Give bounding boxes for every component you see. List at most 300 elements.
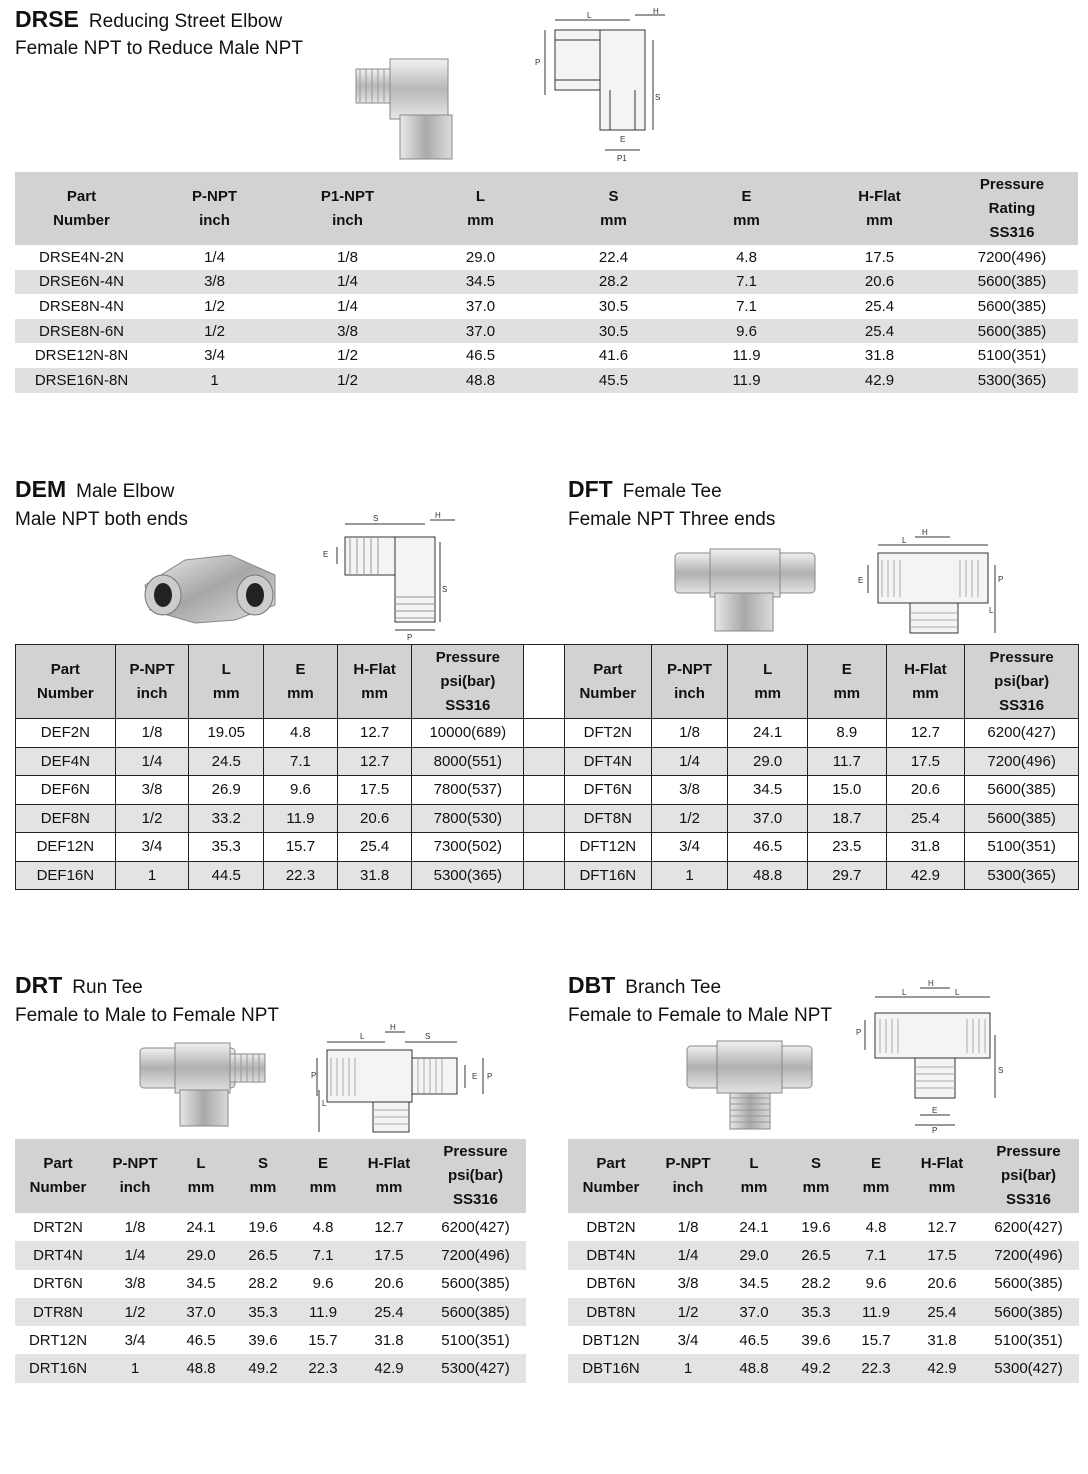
table-cell: 1/4 [281, 270, 414, 295]
column-header-text: psi(bar) [1000, 1167, 1056, 1184]
table-cell: 5600(385) [978, 1298, 1079, 1326]
drse-table [15, 172, 1078, 393]
table-row [15, 294, 1078, 319]
dem-dft-table [15, 644, 1079, 890]
table-cell: DEF8N [16, 804, 116, 833]
table-cell: 29.7 [807, 861, 886, 890]
table-cell: 17.5 [353, 1241, 425, 1269]
column-header-text: P-NPT [667, 660, 713, 678]
drse-subtitle: Female NPT to Reduce Male NPT [15, 38, 303, 59]
column-header-text: Pressure [443, 1143, 508, 1160]
dft-subtitle: Female NPT Three ends [568, 509, 776, 530]
table-cell: 7.1 [264, 747, 338, 776]
column-header-text: SS316 [1005, 1191, 1052, 1208]
dft-title: Female Tee [622, 481, 722, 502]
drse-col-p1npt [281, 172, 414, 245]
table-cell: 19.6 [248, 1218, 278, 1236]
dem-col-pressure [412, 645, 524, 719]
table-row [15, 1326, 526, 1354]
table-cell: 34.5 [186, 1275, 216, 1293]
table-cell: 34.5 [739, 1275, 769, 1293]
table-cell: DFT16N [564, 861, 651, 890]
dbt-col-pressure [978, 1139, 1079, 1213]
table-cell: DEF4N [16, 747, 116, 776]
table-cell: 9.6 [264, 776, 338, 805]
table-cell: 1/8 [115, 719, 189, 748]
table-cell: 4.8 [865, 1218, 887, 1236]
drt-title: Run Tee [72, 977, 143, 998]
table-cell: 24.1 [728, 719, 808, 748]
table-cell: 45.5 [547, 368, 680, 393]
table-cell: 3/8 [148, 270, 281, 295]
dem-draw-label-s: S [373, 514, 379, 523]
table-row [15, 1241, 526, 1269]
table-row [15, 1270, 526, 1298]
column-header-text: mm [287, 684, 314, 702]
dft-technical-drawing [850, 525, 1010, 640]
table-cell: 5600(385) [977, 297, 1047, 315]
dem-col-hflat [337, 645, 412, 719]
drt-col-e [293, 1139, 353, 1213]
table-cell: 7200(496) [965, 747, 1079, 776]
column-header-text: H-Flat [367, 1155, 411, 1172]
dft-col-part [564, 645, 651, 719]
column-header-text: Number [579, 684, 637, 702]
drse-col-hflat [813, 172, 946, 245]
column-header-text: mm [187, 1179, 215, 1196]
dbt-col-l [722, 1139, 786, 1213]
table-cell: 3/4 [204, 347, 225, 365]
table-cell: 7.1 [293, 1241, 353, 1269]
dbt-draw-label-h: H [928, 979, 934, 988]
column-header-text: E [841, 660, 852, 678]
dem-draw-label-p: P [407, 633, 413, 642]
table-cell: 1/2 [281, 368, 414, 393]
table-cell: 1/8 [124, 1218, 146, 1236]
column-header-text: mm [361, 684, 388, 702]
table-cell: 3/8 [677, 1275, 699, 1293]
table-cell: 48.8 [722, 1354, 786, 1382]
table-cell: 29.0 [169, 1241, 233, 1269]
table-row [15, 1213, 526, 1241]
table-cell: 7.1 [736, 297, 757, 315]
column-header-text: Rating [988, 199, 1036, 217]
column-header-text: E [870, 1155, 881, 1172]
table-cell: 31.8 [886, 833, 965, 862]
column-header-text: mm [833, 684, 861, 702]
column-header-text: Pressure [996, 1143, 1061, 1160]
table-cell: DEF6N [16, 776, 116, 805]
table-cell: 29.0 [728, 747, 808, 776]
table-cell: 49.2 [233, 1354, 293, 1382]
table-cell: 39.6 [801, 1331, 831, 1349]
table-cell: 29.0 [465, 248, 496, 266]
dbt-draw-label-s: S [998, 1066, 1004, 1075]
table-cell: 12.7 [927, 1218, 957, 1236]
column-header-text: inch [674, 684, 705, 702]
table-cell: 28.2 [801, 1275, 831, 1293]
column-header-text: P-NPT [112, 1155, 158, 1172]
column-header-text: L [763, 660, 773, 678]
table-cell: 5100(351) [441, 1331, 510, 1349]
column-header-text: L [749, 1155, 759, 1172]
table-cell: 10000(689) [412, 719, 524, 748]
table-cell: 29.0 [722, 1241, 786, 1269]
drse-title: Reducing Street Elbow [88, 11, 283, 32]
table-cell: 1 [115, 861, 189, 890]
column-header-text: E [295, 660, 306, 678]
dbt-subtitle: Female to Female to Male NPT [568, 1005, 832, 1026]
drt-subtitle: Female to Male to Female NPT [15, 1005, 279, 1026]
column-header-text: Part [66, 187, 97, 205]
table-cell: 25.4 [813, 319, 946, 344]
drt-draw-label-h: H [390, 1023, 396, 1032]
drse-code: DRSE [15, 6, 79, 32]
table-cell: DFT8N [564, 804, 651, 833]
table-cell: 12.7 [374, 1218, 404, 1236]
table-row [16, 861, 1079, 890]
drse-col-pnpt [148, 172, 281, 245]
dft-draw-label-l: L [902, 536, 907, 545]
table-cell: 1/8 [651, 719, 728, 748]
drt-col-pressure [425, 1139, 526, 1213]
dft-col-l [728, 645, 808, 719]
column-header-text: Pressure [989, 648, 1054, 666]
table-cell: 41.6 [598, 347, 629, 365]
table-cell: 5300(365) [965, 861, 1079, 890]
table-cell: 8.9 [807, 719, 886, 748]
table-cell: DBT6N [586, 1275, 636, 1293]
table-cell: 7800(530) [412, 804, 524, 833]
dem-title: Male Elbow [76, 481, 175, 502]
table-cell: 28.2 [248, 1275, 278, 1293]
column-header-text: mm [740, 1179, 768, 1196]
dft-draw-label-e: E [858, 576, 864, 585]
table-cell: 1 [654, 1354, 722, 1382]
table-cell: 1/4 [115, 747, 189, 776]
drse-product-photo [350, 55, 470, 165]
dbt-draw-label-l: L [902, 988, 907, 997]
table-cell: 5600(385) [994, 1275, 1063, 1293]
table-separator [524, 645, 565, 719]
drt-col-s [233, 1139, 293, 1213]
table-cell: 11.9 [264, 804, 338, 833]
drse-col-e [680, 172, 813, 245]
dem-col-part [16, 645, 116, 719]
table-cell: 5600(385) [425, 1298, 526, 1326]
table-cell: 44.5 [189, 861, 264, 890]
dem-draw-label-e: E [323, 550, 329, 559]
dft-col-hflat [886, 645, 965, 719]
column-header-text: P-NPT [192, 187, 237, 205]
drt-col-part [15, 1139, 101, 1213]
dem-subtitle: Male NPT both ends [15, 509, 188, 530]
table-cell: 3/8 [115, 776, 189, 805]
table-cell: 9.6 [680, 319, 813, 344]
column-header-text: inch [199, 211, 230, 229]
dbt-col-part [568, 1139, 654, 1213]
table-cell: 35.3 [189, 833, 264, 862]
table-cell: 25.4 [337, 833, 412, 862]
dbt-draw-label-l2: L [955, 988, 960, 997]
table-cell: DFT12N [564, 833, 651, 862]
column-header-text: mm [375, 1179, 403, 1196]
table-cell: 20.6 [927, 1275, 957, 1293]
column-header-text: mm [912, 684, 939, 702]
table-cell: DRT2N [33, 1218, 83, 1236]
column-header-text: mm [928, 1179, 956, 1196]
dbt-header-row [568, 1139, 1079, 1213]
table-cell: 5100(351) [965, 833, 1079, 862]
column-header-text: H-Flat [353, 660, 396, 678]
table-cell: 26.5 [233, 1241, 293, 1269]
table-cell: 22.4 [598, 248, 629, 266]
dbt-col-pnpt [654, 1139, 722, 1213]
column-header-text: P-NPT [665, 1155, 711, 1172]
table-cell: 49.2 [786, 1354, 846, 1382]
table-cell: 22.3 [264, 861, 338, 890]
column-header-text: mm [733, 211, 760, 229]
dbt-table [568, 1139, 1079, 1383]
table-cell: 1/4 [337, 297, 358, 315]
column-header-text: L [221, 660, 231, 678]
dem-dft-header-row [16, 645, 1079, 719]
table-cell: 7.1 [846, 1241, 906, 1269]
table-cell: 1/4 [654, 1241, 722, 1269]
dft-col-e [807, 645, 886, 719]
drt-header-row [15, 1139, 526, 1213]
column-header-text: psi(bar) [994, 672, 1050, 690]
drt-code: DRT [15, 972, 63, 998]
table-cell: 1/2 [337, 347, 358, 365]
table-cell: 48.8 [169, 1354, 233, 1382]
table-cell: 37.0 [169, 1298, 233, 1326]
column-header-text: Part [43, 1155, 73, 1172]
dem-col-e [264, 645, 338, 719]
table-row [15, 368, 1078, 393]
column-header-text: SS316 [445, 696, 491, 714]
table-cell: 1/4 [101, 1241, 169, 1269]
table-cell: 35.3 [233, 1298, 293, 1326]
drse-draw-label-s: S [655, 93, 661, 102]
column-header-text: Pressure [979, 175, 1045, 193]
table-row [16, 776, 1079, 805]
table-cell: 1/2 [148, 319, 281, 344]
dem-technical-drawing [315, 512, 465, 642]
column-header-text: L [475, 187, 486, 205]
table-cell: 19.6 [801, 1218, 831, 1236]
column-header-text: mm [309, 1179, 337, 1196]
table-cell: 3/4 [115, 833, 189, 862]
table-cell: 1 [101, 1354, 169, 1382]
dem-draw-label-h: H [435, 512, 441, 520]
dem-col-l [189, 645, 264, 719]
dbt-technical-drawing [850, 975, 1010, 1135]
dbt-col-s [786, 1139, 846, 1213]
table-cell: 31.8 [864, 347, 895, 365]
drt-table [15, 1139, 526, 1383]
table-cell: 7800(537) [412, 776, 524, 805]
dbt-code: DBT [568, 972, 616, 998]
table-cell: 19.05 [189, 719, 264, 748]
dbt-draw-label-p2: P [932, 1126, 938, 1135]
table-cell: 3/8 [124, 1275, 146, 1293]
table-cell: DRSE6N-4N [15, 270, 148, 295]
table-cell: 15.7 [308, 1331, 338, 1349]
table-cell: 12.7 [886, 719, 965, 748]
table-cell: 24.1 [739, 1218, 769, 1236]
drt-col-pnpt [101, 1139, 169, 1213]
table-cell: DBT2N [586, 1218, 636, 1236]
column-header-text: inch [672, 1179, 704, 1196]
table-cell: 31.8 [927, 1331, 957, 1349]
column-header-text: Number [37, 684, 94, 702]
table-cell: 15.0 [807, 776, 886, 805]
table-cell: 1/8 [677, 1218, 699, 1236]
table-row [568, 1213, 1079, 1241]
table-cell: 30.5 [598, 297, 629, 315]
table-cell: 1/2 [204, 297, 225, 315]
table-cell: 25.4 [353, 1298, 425, 1326]
table-cell: 11.9 [680, 368, 813, 393]
dft-heading [568, 476, 722, 503]
table-cell: 11.9 [846, 1298, 906, 1326]
column-header-text: inch [136, 684, 168, 702]
dbt-heading [568, 972, 721, 999]
column-header-text: mm [866, 211, 893, 229]
table-cell: DTR8N [15, 1298, 101, 1326]
table-cell: DRSE16N-8N [15, 368, 148, 393]
drse-draw-label-h: H [653, 7, 659, 16]
column-header-text: inch [119, 1179, 151, 1196]
table-cell: DRT6N [33, 1275, 83, 1293]
dem-product-photo [135, 545, 285, 625]
column-header-text: S [608, 187, 619, 205]
table-cell: 5600(385) [946, 319, 1078, 344]
table-cell: 46.5 [728, 833, 808, 862]
table-cell: 5300(427) [425, 1354, 526, 1382]
table-cell: DFT6N [564, 776, 651, 805]
table-cell: DRSE4N-2N [38, 248, 125, 266]
table-cell: 20.6 [337, 804, 412, 833]
table-cell: 1 [148, 368, 281, 393]
drse-heading [15, 6, 282, 33]
column-header-text: psi(bar) [447, 1167, 503, 1184]
dft-product-photo [670, 545, 820, 635]
table-cell: 48.8 [414, 368, 547, 393]
table-cell: 6200(427) [441, 1218, 510, 1236]
table-cell: 17.5 [906, 1241, 978, 1269]
table-cell: 42.9 [813, 368, 946, 393]
table-cell: 12.7 [337, 719, 412, 748]
table-row [16, 719, 1079, 748]
table-cell: 20.6 [813, 270, 946, 295]
table-row [15, 270, 1078, 295]
table-cell: 28.2 [547, 270, 680, 295]
table-cell: 1/4 [204, 248, 225, 266]
table-cell: 25.4 [886, 804, 965, 833]
table-cell: 46.5 [186, 1331, 216, 1349]
table-cell: 4.8 [736, 248, 757, 266]
drt-draw-label-e: E [472, 1072, 478, 1081]
table-cell: 34.5 [414, 270, 547, 295]
table-cell: 17.5 [886, 747, 965, 776]
table-row [15, 343, 1078, 368]
dem-heading [15, 476, 174, 503]
table-cell: 3/4 [651, 833, 728, 862]
drse-technical-drawing [525, 5, 675, 165]
column-header-text: psi(bar) [440, 672, 496, 690]
table-row [15, 1298, 526, 1326]
table-cell: 7200(496) [977, 248, 1047, 266]
column-header-text: inch [332, 211, 363, 229]
table-cell: 23.5 [807, 833, 886, 862]
drt-draw-label-p: P [311, 1071, 317, 1080]
table-cell: 3/4 [124, 1331, 146, 1349]
column-header-text: Number [582, 1179, 640, 1196]
column-header-text: mm [600, 211, 627, 229]
dbt-draw-label-p: P [856, 1028, 862, 1037]
table-cell: 39.6 [248, 1331, 278, 1349]
drt-col-l [169, 1139, 233, 1213]
table-cell: 1/2 [654, 1298, 722, 1326]
column-header-text: P1-NPT [320, 187, 375, 205]
drt-draw-label-s: S [425, 1032, 431, 1041]
column-header-text: mm [802, 1179, 830, 1196]
column-header-text: H-Flat [858, 187, 901, 205]
table-cell: 24.1 [186, 1218, 216, 1236]
drse-draw-label-e: E [620, 135, 626, 144]
table-cell: 1/2 [115, 804, 189, 833]
table-cell: 5300(365) [412, 861, 524, 890]
table-cell: 17.5 [864, 248, 895, 266]
table-row [16, 833, 1079, 862]
table-cell: DBT16N [568, 1354, 654, 1382]
drse-header-row [15, 172, 1078, 245]
table-cell: 3/8 [281, 319, 414, 344]
table-cell: DRT4N [15, 1241, 101, 1269]
table-cell: 25.4 [864, 297, 895, 315]
table-row [15, 319, 1078, 344]
table-cell: 25.4 [906, 1298, 978, 1326]
table-cell: 17.5 [337, 776, 412, 805]
table-cell: 6200(427) [994, 1218, 1063, 1236]
table-cell: DRT12N [28, 1331, 88, 1349]
drt-heading [15, 972, 143, 999]
table-cell: 8000(551) [412, 747, 524, 776]
table-cell: 9.6 [865, 1275, 887, 1293]
table-row [568, 1270, 1079, 1298]
dem-code: DEM [15, 476, 67, 502]
column-header-text: Part [593, 660, 623, 678]
table-cell: 5300(365) [946, 368, 1078, 393]
drse-draw-label-p: P [535, 58, 541, 67]
dbt-product-photo [682, 1038, 817, 1133]
table-cell: 1/4 [651, 747, 728, 776]
table-cell: 46.5 [465, 347, 496, 365]
table-cell: 24.5 [189, 747, 264, 776]
table-row [15, 1354, 526, 1382]
column-header-text: mm [754, 684, 781, 702]
table-cell: DEF12N [16, 833, 116, 862]
dft-draw-label-p: P [998, 575, 1004, 584]
table-cell: DEF2N [16, 719, 116, 748]
column-header-text: S [257, 1155, 268, 1172]
table-cell: 3/4 [677, 1331, 699, 1349]
table-row [568, 1354, 1079, 1382]
column-header-text: P-NPT [129, 660, 175, 678]
table-cell: 1 [651, 861, 728, 890]
